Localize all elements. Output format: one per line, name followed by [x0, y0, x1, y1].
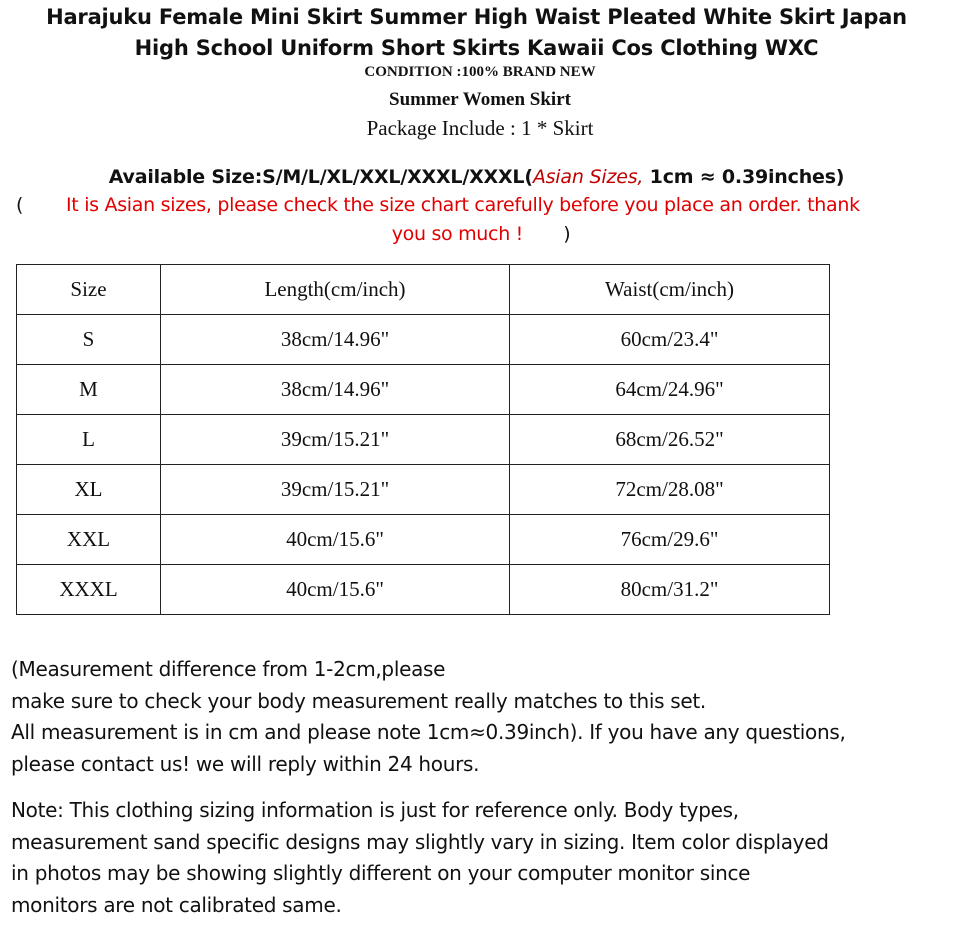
note-line: measurement sand specific designs may slightly vary in sizing. Item color displayed [11, 829, 829, 854]
header-size: Size [17, 265, 161, 315]
size-conversion: 1cm ≈ 0.39inches) [643, 166, 845, 188]
cell-length: 40cm/15.6" [161, 515, 510, 565]
condition-label: CONDITION :100% BRAND NEW [364, 64, 596, 80]
note-line: Note: This clothing sizing information is just for reference only. Body types, [11, 798, 739, 822]
cell-waist: 72cm/28.08" [510, 465, 830, 515]
measurement-line: please contact us! we will reply within 24 hours. [11, 751, 480, 776]
size-chart-table [16, 264, 830, 615]
available-sizes [0, 163, 953, 191]
available-sizes-prefix: Available Size:S/M/L/XL/XXL/XXXL/XXXL( [108, 166, 533, 188]
measurement-disclaimer [11, 654, 951, 780]
cell-size: S [17, 315, 161, 365]
cell-size: M [17, 365, 161, 415]
measurement-line: make sure to check your body measurement really matches to this set. [11, 688, 706, 713]
cell-waist: 76cm/29.6" [510, 515, 830, 565]
cell-size: L [17, 415, 161, 465]
cell-waist: 80cm/31.2" [510, 565, 830, 615]
table-row [17, 365, 830, 415]
cell-length: 39cm/15.21" [161, 465, 510, 515]
header-length: Length(cm/inch) [161, 265, 510, 315]
notice-line-2-wrapper [16, 220, 946, 249]
cell-length: 39cm/15.21" [161, 415, 510, 465]
notice-line-1: It is Asian sizes, please check the size chart carefully before you place an order. thank [66, 194, 860, 216]
cell-length: 40cm/15.6" [161, 565, 510, 615]
product-title-line-2: High School Uniform Short Skirts Kawaii Cos Clothing WXC [134, 36, 819, 60]
table-row [17, 565, 830, 615]
cell-length: 38cm/14.96" [161, 315, 510, 365]
notice-open-paren: ( [16, 194, 24, 216]
table-row [17, 315, 830, 365]
cell-waist: 68cm/26.52" [510, 415, 830, 465]
note-line: in photos may be showing slightly different on your computer monitor since [11, 861, 751, 885]
table-header-row [17, 265, 830, 315]
cell-size: XL [17, 465, 161, 515]
cell-length: 38cm/14.96" [161, 365, 510, 415]
cell-size: XXXL [17, 565, 161, 615]
cell-waist: 64cm/24.96" [510, 365, 830, 415]
measurement-line: (Measurement difference from 1-2cm,please [11, 657, 446, 681]
product-title [0, 2, 953, 64]
table-row [17, 515, 830, 565]
measurement-line: All measurement is in cm and please note 1cm≈0.39inch). If you have any questions, [11, 720, 846, 744]
header-waist: Waist(cm/inch) [510, 265, 830, 315]
table-row [17, 415, 830, 465]
cell-size: XXL [17, 515, 161, 565]
cell-waist: 60cm/23.4" [510, 315, 830, 365]
product-subtitle: Summer Women Skirt [389, 89, 571, 110]
sizing-note [11, 795, 951, 921]
table-row [17, 465, 830, 515]
notice-close-paren: ) [563, 223, 571, 245]
product-title-line-1: Harajuku Female Mini Skirt Summer High Waist Pleated White Skirt Japan [46, 5, 907, 29]
notice-line-2: you so much ! [391, 223, 523, 245]
package-include: Package Include : 1 * Skirt [366, 116, 594, 140]
note-line: monitors are not calibrated same. [11, 892, 342, 917]
asian-sizes-note: Asian Sizes, [532, 166, 644, 188]
